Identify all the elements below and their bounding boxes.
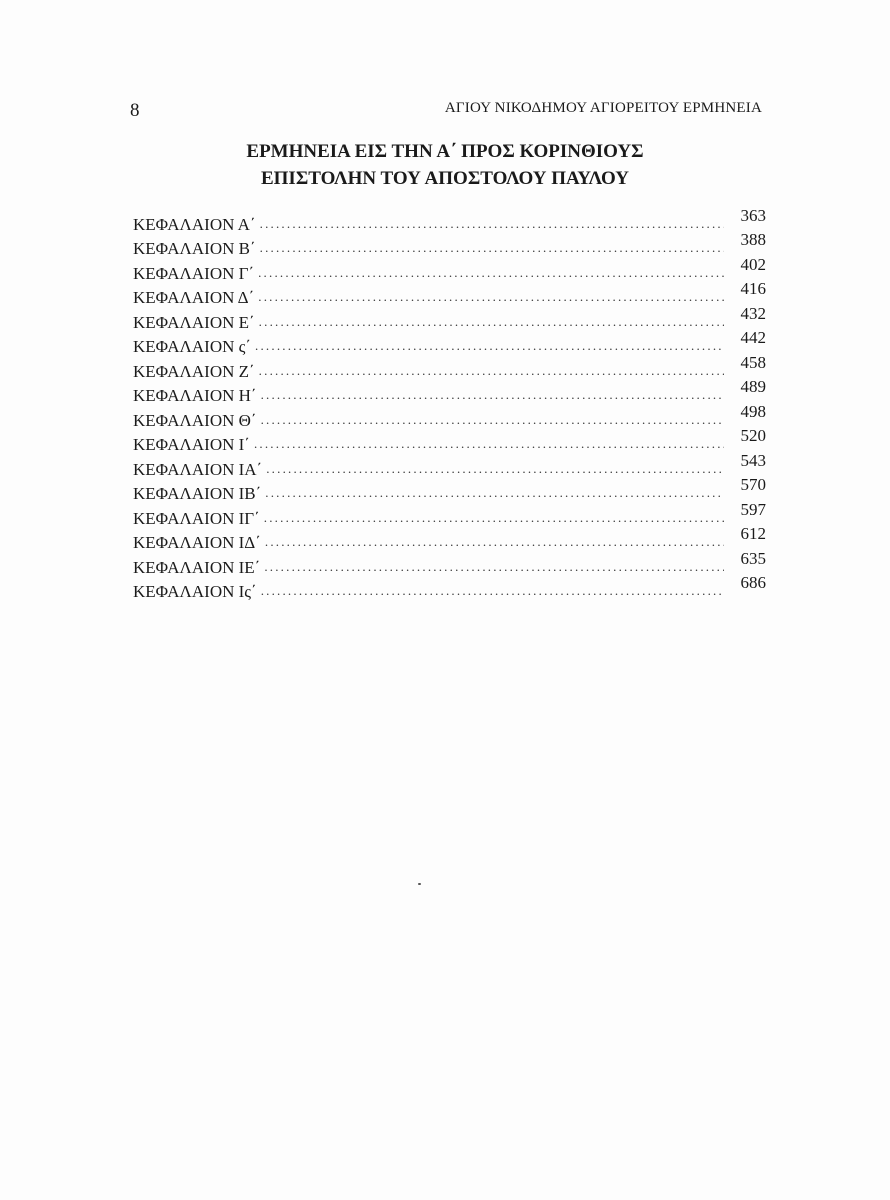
scan-speck bbox=[418, 883, 421, 885]
toc-entry-label: ΚΕΦΑΛΑΙΟΝ ΙΑ΄ bbox=[133, 459, 263, 479]
toc-entry bbox=[133, 303, 766, 333]
running-head: ΑΓΙΟΥ ΝΙΚΟΔΗΜΟΥ ΑΓΙΟΡΕΙΤΟΥ ΕΡΜΗΝΕΙΑ bbox=[444, 100, 762, 116]
toc-entry bbox=[133, 426, 766, 456]
toc-entry-label: ΚΕΦΑΛΑΙΟΝ Β΄ bbox=[133, 239, 256, 258]
toc-entry-page: 402 bbox=[740, 254, 766, 274]
toc-entry bbox=[133, 279, 766, 309]
dot-leader bbox=[258, 289, 724, 305]
toc-entry-page: 520 bbox=[740, 426, 766, 445]
toc-entry bbox=[133, 573, 766, 603]
toc-entry-page: 388 bbox=[740, 230, 766, 249]
title-line-2: ΕΠΙΣΤΟΛΗΝ ΤΟΥ ΑΠΟΣΤΟΛΟΥ ΠΑΥΛΟΥ bbox=[260, 168, 629, 189]
toc-entry-label: ΚΕΦΑΛΑΙΟΝ ΙΕ΄ bbox=[133, 557, 261, 577]
dot-leader bbox=[260, 240, 724, 256]
toc-entry-page: 686 bbox=[740, 573, 766, 592]
dot-leader bbox=[264, 510, 724, 526]
toc-entry bbox=[133, 254, 766, 284]
title-line-1: ΕΡΜΗΝΕΙΑ ΕΙΣ ΤΗΝ Α΄ ΠΡΟΣ ΚΟΡΙΝΘΙΟΥΣ bbox=[246, 141, 644, 162]
toc-entry bbox=[133, 548, 766, 578]
toc-entry-label: ΚΕΦΑΛΑΙΟΝ Η΄ bbox=[133, 386, 257, 405]
toc-entry-label: ΚΕΦΑΛΑΙΟΝ Γ΄ bbox=[133, 263, 255, 283]
toc-entry-label: ΚΕΦΑΛΑΙΟΝ Ζ΄ bbox=[133, 361, 255, 381]
toc-entry bbox=[133, 401, 766, 431]
toc-entry bbox=[133, 205, 766, 235]
toc-entry-label: ΚΕΦΑΛΑΙΟΝ Δ΄ bbox=[133, 288, 255, 307]
toc-entry bbox=[133, 499, 766, 529]
toc-entry-page: 442 bbox=[740, 328, 766, 347]
toc-entry-label: ΚΕΦΑΛΑΙΟΝ Θ΄ bbox=[133, 410, 257, 430]
toc-entry-page: 432 bbox=[740, 303, 766, 323]
toc-entry-label: ΚΕΦΑΛΑΙΟΝ ΙΒ΄ bbox=[133, 484, 262, 503]
dot-leader bbox=[261, 412, 724, 428]
toc-entry-label: ΚΕΦΑΛΑΙΟΝ Α΄ bbox=[133, 214, 256, 234]
toc-entry bbox=[133, 524, 766, 554]
dot-leader bbox=[260, 216, 724, 232]
toc-entry-page: 363 bbox=[740, 205, 766, 225]
toc-entry bbox=[133, 328, 766, 358]
page-number: 8 bbox=[130, 100, 140, 121]
dot-leader bbox=[266, 461, 724, 477]
toc-entry bbox=[133, 450, 766, 480]
toc-entry-page: 489 bbox=[740, 377, 766, 396]
dot-leader bbox=[261, 387, 724, 403]
dot-leader bbox=[255, 338, 724, 354]
toc-entry-page: 635 bbox=[740, 548, 766, 568]
dot-leader bbox=[259, 363, 724, 379]
toc-entry bbox=[133, 475, 766, 505]
dot-leader bbox=[261, 583, 724, 599]
table-of-contents bbox=[133, 205, 766, 602]
toc-entry-label: ΚΕΦΑΛΑΙΟΝ Ις΄ bbox=[133, 582, 257, 601]
toc-entry-page: 543 bbox=[740, 450, 766, 470]
dot-leader bbox=[265, 485, 724, 501]
toc-entry-label: ΚΕΦΑΛΑΙΟΝ ΙΓ΄ bbox=[133, 508, 260, 528]
toc-entry bbox=[133, 230, 766, 260]
toc-entry-label: ΚΕΦΑΛΑΙΟΝ Ε΄ bbox=[133, 312, 255, 332]
toc-entry-page: 458 bbox=[740, 352, 766, 372]
dot-leader bbox=[254, 436, 724, 452]
section-title bbox=[0, 138, 890, 192]
toc-entry-label: ΚΕΦΑΛΑΙΟΝ ς΄ bbox=[133, 337, 252, 356]
toc-entry-label: ΚΕΦΑΛΑΙΟΝ Ι΄ bbox=[133, 435, 250, 454]
toc-entry-page: 612 bbox=[740, 524, 766, 543]
dot-leader bbox=[258, 265, 724, 281]
toc-entry-page: 570 bbox=[740, 475, 766, 494]
toc-entry-page: 597 bbox=[740, 499, 766, 519]
toc-entry bbox=[133, 377, 766, 407]
dot-leader bbox=[259, 314, 724, 330]
toc-entry-label: ΚΕΦΑΛΑΙΟΝ ΙΔ΄ bbox=[133, 533, 261, 552]
toc-entry bbox=[133, 352, 766, 382]
toc-entry-page: 498 bbox=[740, 401, 766, 421]
dot-leader bbox=[265, 534, 724, 550]
dot-leader bbox=[264, 559, 724, 575]
toc-entry-page: 416 bbox=[740, 279, 766, 298]
